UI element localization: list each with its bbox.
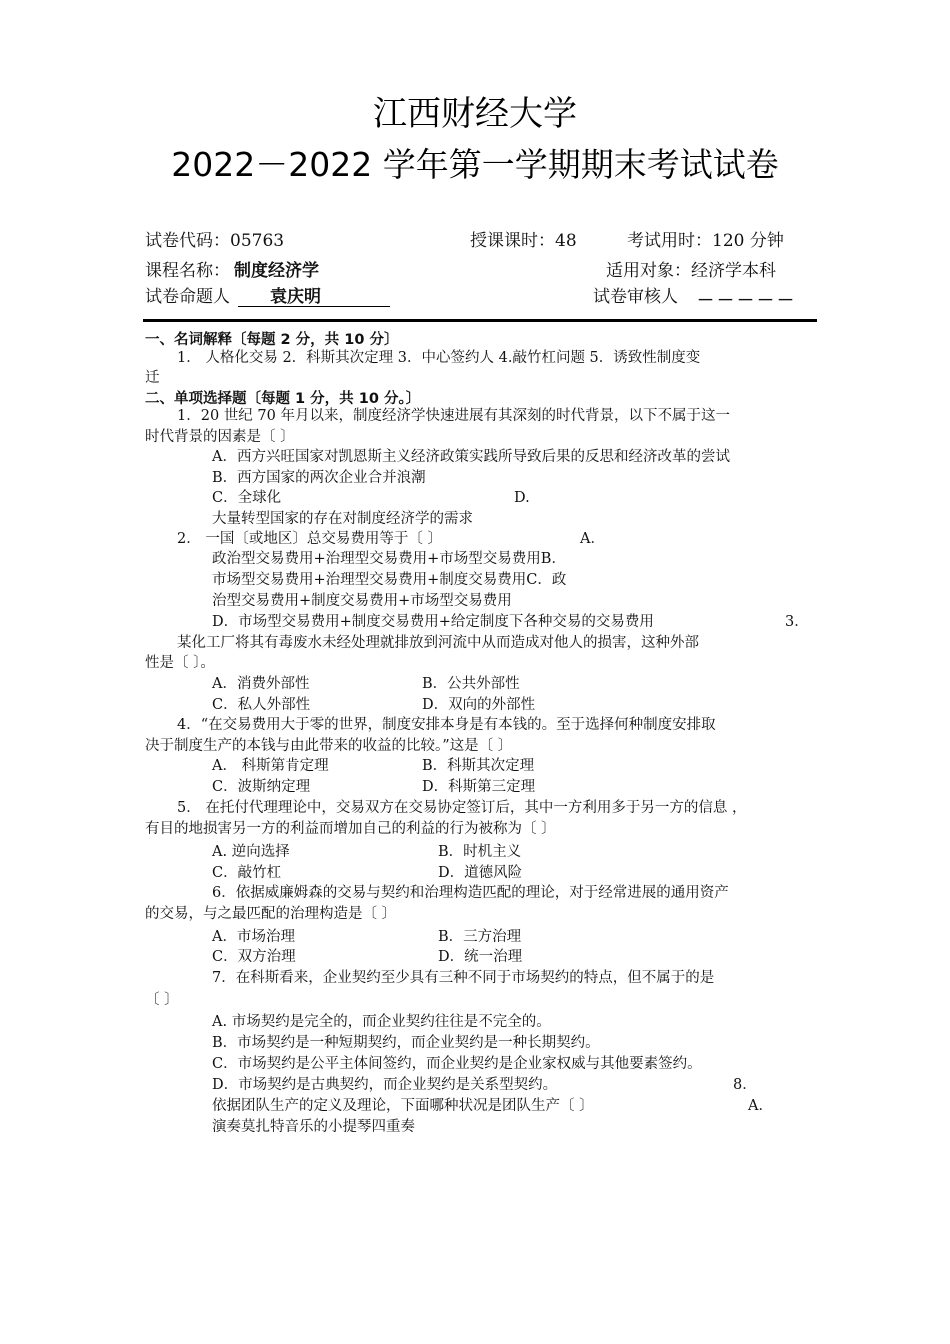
q4-stem: 4．“在交易费用大于零的世界，制度安排本身是有本钱的。至于选择何种制度安排取	[177, 717, 716, 733]
target-audience-label: 适用对象：	[606, 261, 691, 281]
q7-option-b: B．市场契约是一种短期契约，而企业契约是一种长期契约。	[212, 1035, 600, 1051]
course-hours	[470, 226, 577, 251]
university-title: 江西财经大学	[373, 94, 577, 134]
q6-option-a: A．市场治理	[212, 929, 295, 945]
q1-option-c: C．全球化	[212, 490, 282, 506]
exam-duration-value: 120 分钟	[712, 231, 784, 251]
q3-stem: 某化工厂将其有毒废水未经处理就排放到河流中从而造成对他人的损害，这种外部	[177, 635, 699, 651]
target-audience-value: 经济学本科	[691, 261, 776, 281]
exam-code	[145, 226, 284, 251]
q4-option-b: B．科斯其次定理	[422, 758, 535, 774]
exam-author-field	[238, 282, 390, 307]
q2-option-a: 政治型交易费用+治理型交易费用+市场型交易费用B．	[212, 551, 566, 567]
q5-option-c: C．敲竹杠	[212, 865, 282, 881]
q2-stem: 2． 一国〔或地区〕总交易费用等于〔 〕	[177, 531, 442, 547]
q2-option-c: 治型交易费用+制度交易费用+市场型交易费用	[212, 593, 512, 609]
q6-option-c: C．双方治理	[212, 949, 296, 965]
q5-option-d: D．道德风险	[438, 865, 523, 881]
q6-option-b: B．三方治理	[438, 929, 522, 945]
q8-option-a: 演奏莫扎特音乐的小提琴四重奏	[212, 1119, 415, 1135]
exam-reviewer-value: －－－－－	[697, 291, 797, 311]
q7-option-c: C．市场契约是公平主体间签约，而企业契约是企业家权威与其他要素签约。	[212, 1056, 702, 1072]
q4-option-c: C．波斯纳定理	[212, 779, 311, 795]
q2-option-b: 市场型交易费用+治理型交易费用+制度交易费用C．政	[212, 572, 567, 588]
exam-author-value: 袁庆明	[270, 287, 321, 307]
q8-stem: 依据团队生产的定义及理论，下面哪种状况是团队生产〔 〕	[212, 1098, 594, 1114]
q1-option-d-text: 大量转型国家的存在对制度经济学的需求	[212, 511, 473, 527]
q1-stem-cont: 时代背景的因素是〔 〕	[145, 429, 295, 445]
q2-option-d: D．市场型交易费用+制度交易费用+给定制度下各种交易的交易费用	[212, 614, 654, 630]
q7-option-d: D．市场契约是古典契约，而企业契约是关系型契约。	[212, 1077, 558, 1093]
section1-terms: 1． 人格化交易 2．科斯其次定理 3．中心签约人 4.敲竹杠问题 5．诱致性制度变	[177, 350, 701, 366]
course-hours-label: 授课课时：	[470, 231, 555, 251]
q3-option-a: A．消费外部性	[212, 676, 310, 692]
header-divider	[143, 319, 817, 322]
q5-stem: 5． 在托付代理理论中，交易双方在交易协定签订后，其中一方利用多于另一方的信息 ，	[177, 800, 747, 816]
q3-number: 3．	[785, 614, 809, 630]
q4-stem-cont: 决于制度生产的本钱与由此带来的收益的比较。”这是〔 〕	[145, 738, 513, 754]
exam-duration-label: 考试用时：	[627, 231, 712, 251]
q1-option-a: A．西方兴旺国家对凯恩斯主义经济政策实践所导致后果的反思和经济改革的尝试	[212, 449, 730, 465]
q6-option-d: D．统一治理	[438, 949, 523, 965]
q7-option-a: A. 市场契约是完全的，而企业契约往往是不完全的。	[212, 1014, 551, 1030]
q3-option-b: B．公共外部性	[422, 676, 520, 692]
q5-stem-cont: 有目的地损害另一方的利益而增加自己的利益的行为被称为〔 〕	[145, 821, 556, 837]
exam-duration	[627, 226, 784, 251]
q8-number: 8．	[733, 1077, 757, 1093]
section1-heading: 一、名词解释〔每题 2 分，共 10 分〕	[145, 332, 399, 348]
q4-option-d: D．科斯第三定理	[422, 779, 536, 795]
exam-code-label: 试卷代码：	[145, 231, 230, 251]
q2-option-a-label: A．	[580, 531, 605, 547]
q7-stem: 7．在科斯看来，企业契约至少具有三种不同于市场契约的特点，但不属于的是	[212, 970, 715, 986]
exam-title: 2022－2022 学年第一学期期末考试试卷	[171, 145, 779, 184]
exam-author-label: 试卷命题人	[145, 287, 230, 307]
target-audience	[606, 256, 776, 281]
q7-stem-cont: 〔 〕	[145, 992, 179, 1008]
q4-option-a: A． 科斯第肯定理	[212, 758, 329, 774]
q3-stem-cont: 性是〔 〕。	[145, 655, 215, 671]
q5-option-b: B．时机主义	[438, 844, 522, 860]
q3-option-c: C．私人外部性	[212, 697, 311, 713]
course-name	[145, 256, 319, 281]
q1-option-d: D.	[514, 490, 530, 506]
q1-stem: 1．20 世纪 70 年月以来，制度经济学快速进展有其深刻的时代背景，以下不属于这一	[177, 408, 730, 424]
q1-option-b: B．西方国家的两次企业合并浪潮	[212, 470, 426, 486]
course-name-value: 制度经济学	[234, 261, 319, 281]
section1-terms-cont: 迁	[145, 370, 160, 386]
q3-option-d: D．双向的外部性	[422, 697, 536, 713]
section2-heading: 二、单项选择题〔每题 1 分，共 10 分。〕	[145, 391, 421, 407]
course-hours-value: 48	[555, 231, 577, 251]
q6-stem-cont: 的交易，与之最匹配的治理构造是〔 〕	[145, 906, 397, 922]
q5-option-a: A. 逆向选择	[212, 844, 290, 860]
q8-option-a-label: A．	[748, 1098, 773, 1114]
course-name-label: 课程名称：	[145, 261, 230, 281]
exam-code-value: 05763	[230, 231, 285, 251]
q6-stem: 6．依据威廉姆森的交易与契约和治理构造匹配的理论，对于经常进展的通用资产	[212, 885, 729, 901]
exam-reviewer-label: 试卷审核人	[593, 287, 678, 307]
